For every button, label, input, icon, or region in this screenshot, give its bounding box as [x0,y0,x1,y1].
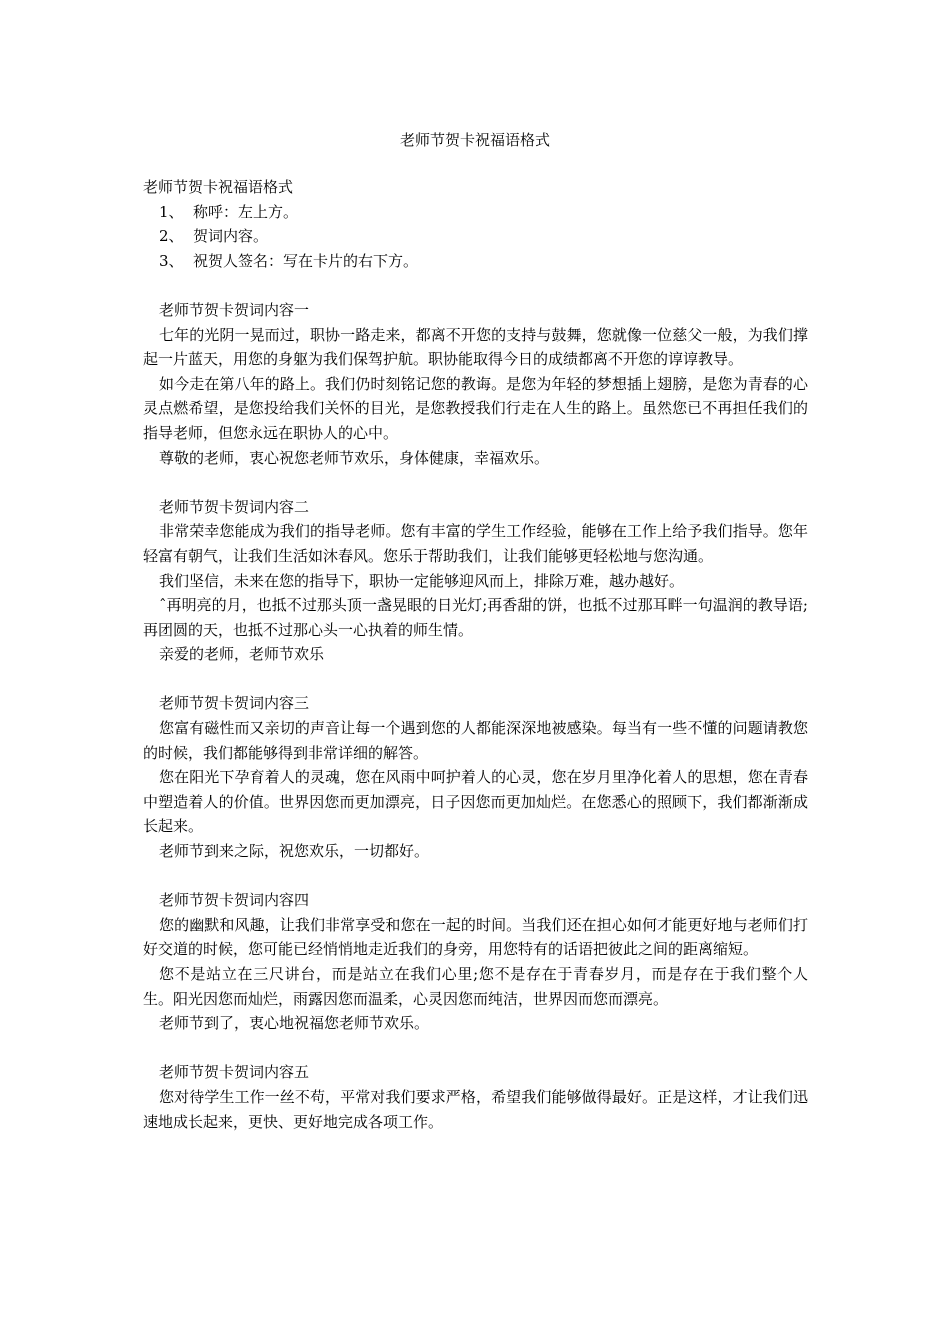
format-item-number: 2、 [159,227,184,246]
section-heading: 老师节贺卡贺词内容四 [159,891,310,910]
format-item [143,249,808,274]
format-item-number: 3、 [159,251,184,270]
format-item-text: 贺词内容。 [193,227,269,246]
section-heading: 老师节贺卡贺词内容二 [159,497,310,516]
section-paragraph: 如今走在第八年的路上。我们仍时刻铭记您的教诲。是您为年轻的梦想插上翅膀，是您为青春的心灵点燃希望，是您投给我们关怀的目光，是您教授我们行走在人生的路上。虽然您已不再担任我们的指导老师，但您永远在职协人的心中。 [143,374,808,442]
blank-line [143,864,808,889]
section-paragraph: 您在阳光下孕育着人的灵魂，您在风雨中呵护着人的心灵，您在岁月里净化着人的思想，您在青春中塑造着人的价值。世界因您而更加漂亮，日子因您而更加灿烂。在您悉心的照顾下，我们都渐渐成长起来。 [143,768,808,836]
blank-line [143,1036,808,1061]
section-heading: 老师节贺卡贺词内容五 [159,1063,310,1082]
blank-line [143,273,808,298]
section-paragraph: 亲爱的老师，老师节欢乐 [159,645,325,664]
section-paragraph: 七年的光阴一晃而过，职协一路走来，都离不开您的支持与鼓舞，您就像一位慈父一般，为我们撑起一片蓝天，用您的身躯为我们保驾护航。职协能取得今日的成绩都离不开您的谆谆教导。 [143,325,808,369]
section-paragraph: 您的幽默和风趣，让我们非常享受和您在一起的时间。当我们还在担心如何才能更好地与老师们打好交道的时候，您可能已经悄悄地走近我们的身旁，用您特有的话语把彼此之间的距离缩短。 [143,915,808,959]
blank-line [143,470,808,495]
section-paragraph: 您不是站立在三尺讲台，而是站立在我们心里;您不是存在于青春岁月，而是存在于我们整个人生。阳光因您而灿烂，雨露因您而温柔，心灵因您而纯洁，世界因而您而漂亮。 [143,965,808,1008]
format-item [143,200,808,225]
section-paragraph: 您对待学生工作一丝不苟，平常对我们要求严格，希望我们能够做得最好。正是这样，才让我们迅速地成长起来，更快、更好地完成各项工作。 [143,1087,808,1131]
document-title: 老师节贺卡祝福语格式 [399,131,550,149]
section-heading: 老师节贺卡贺词内容三 [159,694,310,713]
format-item-text: 称呼：左上方。 [193,202,299,221]
section-paragraph: 非常荣幸您能成为我们的指导老师。您有丰富的学生工作经验，能够在工作上给予我们指导。您年轻富有朝气，让我们生活如沐春风。您乐于帮助我们，让我们能够更轻松地与您沟通。 [143,522,808,565]
format-item-number: 1、 [159,202,184,221]
section-paragraph: 老师节到了，衷心地祝福您老师节欢乐。 [159,1014,430,1033]
format-item [143,224,808,249]
document-body [143,175,808,1134]
section-heading: 老师节贺卡贺词内容一 [159,300,310,319]
format-heading: 老师节贺卡祝福语格式 [143,178,294,196]
section-paragraph: 老师节到来之际，祝您欢乐，一切都好。 [159,842,430,861]
section-paragraph: 您富有磁性而又亲切的声音让每一个遇到您的人都能深深地被感染。每当有一些不懂的问题请教您的时候，我们都能够得到非常详细的解答。 [143,719,808,762]
format-item-text: 祝贺人签名：写在卡片的右下方。 [193,251,419,270]
blank-line [143,667,808,692]
section-paragraph: 我们坚信，未来在您的指导下，职协一定能够迎风而上，排除万难，越办越好。 [159,571,685,590]
section-paragraph: 尊敬的老师，衷心祝您老师节欢乐，身体健康，幸福欢乐。 [159,448,550,467]
section-paragraph: ˆ再明亮的月，也抵不过那头顶一盏晃眼的日光灯;再香甜的饼，也抵不过那耳畔一句温润的教导语;再团圆的天，也抵不过那心头一心执着的师生情。 [143,596,808,639]
